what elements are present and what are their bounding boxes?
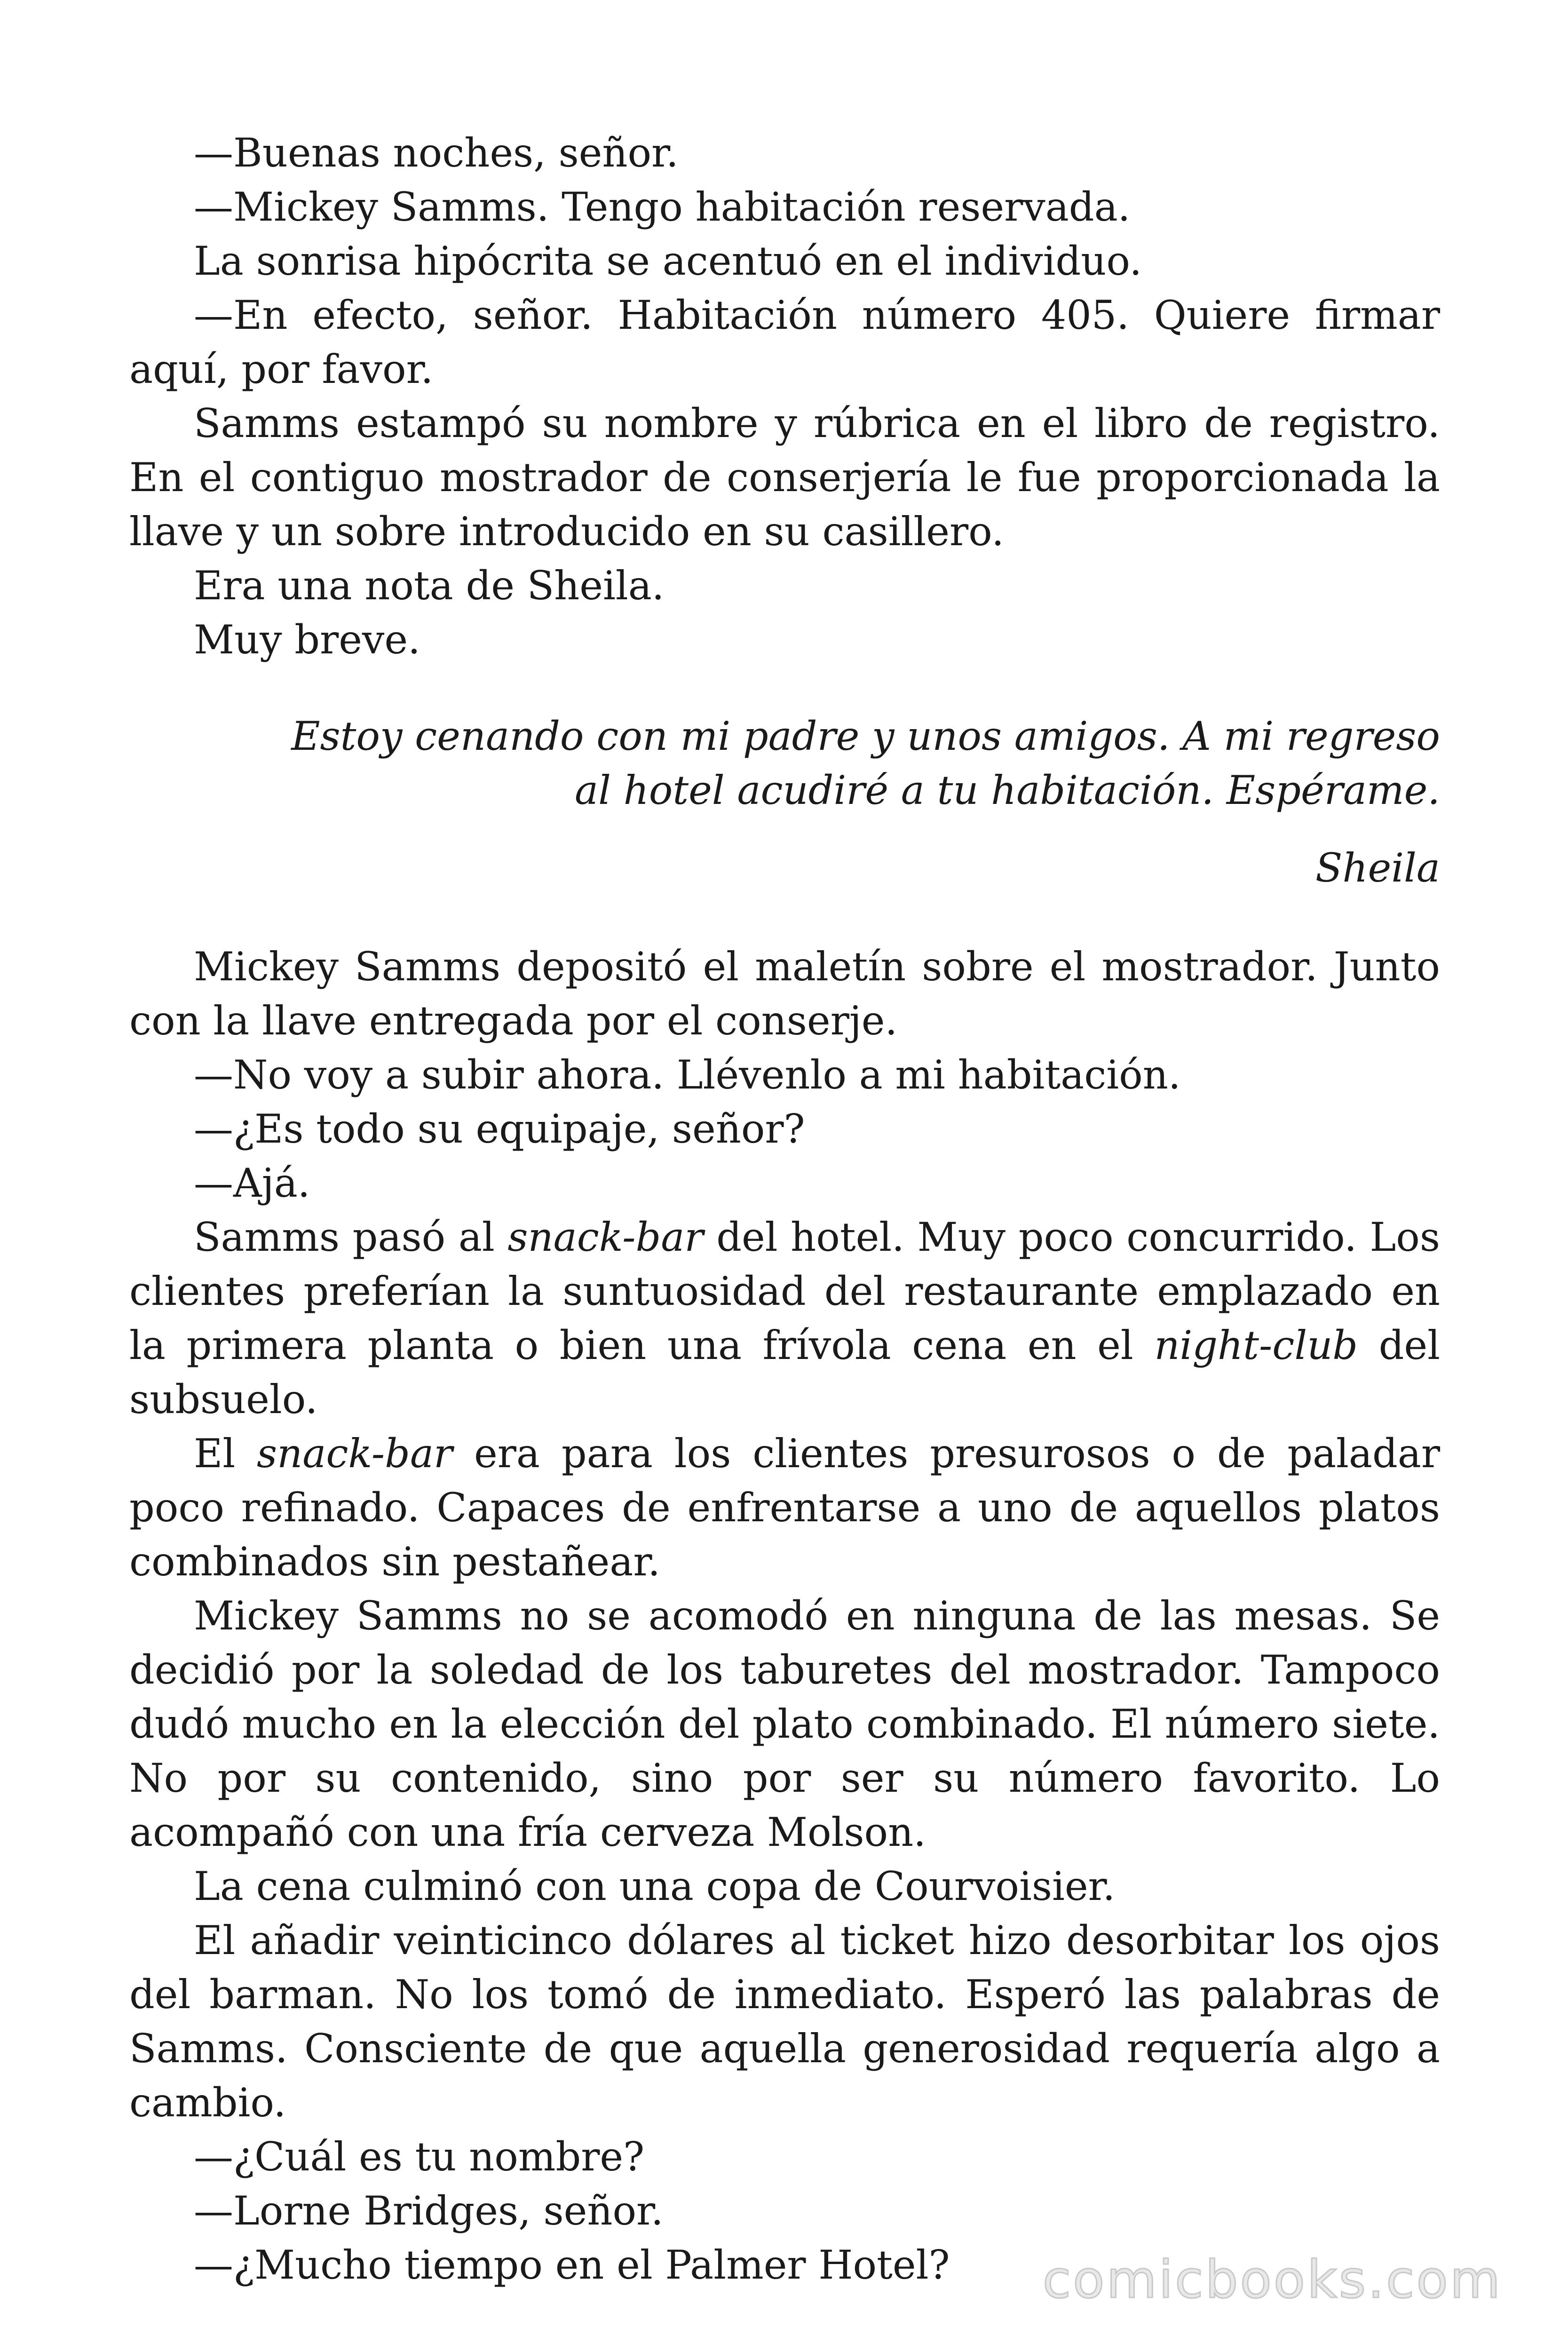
paragraph: La cena culminó con una copa de Courvoisier. (194, 1863, 1116, 1909)
paragraph: El añadir veinticinco dólares al ticket hizo desorbitar los ojos del barman. No los tomó de inmediato. Esperó las palabras de Samms. Consciente de que aquella generosidad requería algo a cambio. (129, 1917, 1440, 2126)
paragraph: —¿Es todo su equipaje, señor? (194, 1106, 805, 1152)
paragraph: —Buenas noches, señor. (194, 130, 679, 176)
note-signature: Sheila (1315, 845, 1440, 891)
paragraph: —Mickey Samms. Tengo habitación reservada. (194, 184, 1131, 230)
paragraph: Mickey Samms no se acomodó en ninguna de las mesas. Se decidió por la soledad de los taburetes del mostrador. Tampoco dudó mucho en la elección del plato combinado. El número siete. No por su contenido, sino por ser su número favorito. Lo acompañó con una fría cerveza Molson. (129, 1593, 1440, 1855)
text-run: era para los clientes presurosos o de paladar poco refinado. Capaces de enfrentarse a uno de aquellos platos combinados sin pestañear. (129, 1430, 1440, 1585)
paragraph: Muy breve. (194, 617, 420, 663)
text-run: del subsuelo. (129, 1322, 1440, 1422)
paragraph: —Lorne Bridges, señor. (194, 2188, 664, 2234)
text-run: El (194, 1430, 257, 1477)
paragraph: —En efecto, señor. Habitación número 405. Quiere firmar aquí, por favor. (129, 292, 1440, 392)
italic-term: snack-bar (507, 1214, 704, 1260)
italic-term: night-club (1154, 1322, 1358, 1368)
note-text: Estoy cenando con mi padre y unos amigos. A mi regreso al hotel acudiré a tu habitación. Espérame. (291, 713, 1440, 813)
paragraph: Samms estampó su nombre y rúbrica en el libro de registro. En el contiguo mostrador de conserjería le fue proporcionada la llave y un sobre introducido en su casillero. (129, 400, 1440, 555)
paragraph: La sonrisa hipócrita se acentuó en el individuo. (194, 238, 1142, 284)
paragraph: —No voy a subir ahora. Llévenlo a mi habitación. (194, 1052, 1181, 1098)
paragraph: Era una nota de Sheila. (194, 563, 665, 609)
paragraph-snack-bar-2 (129, 1427, 1440, 1589)
paragraph: —¿Mucho tiempo en el Palmer Hotel? (194, 2242, 950, 2288)
text-run: del hotel. Muy poco concurrido. Los clientes preferían la suntuosidad del restaurante emplazado en la primera planta o bien una frívola cena en el (129, 1214, 1440, 1368)
paragraph-snack-bar (129, 1210, 1440, 1427)
paragraph: Mickey Samms depositó el maletín sobre el mostrador. Junto con la llave entregada por el conserje. (129, 944, 1440, 1044)
watermark: comicbooks.com (1042, 2249, 1502, 2310)
italic-term: snack-bar (257, 1430, 453, 1477)
text-run: Samms pasó al (194, 1214, 508, 1260)
page-body (129, 126, 1440, 2292)
paragraph: —Ajá. (194, 1160, 310, 1206)
paragraph: —¿Cuál es tu nombre? (194, 2134, 645, 2180)
